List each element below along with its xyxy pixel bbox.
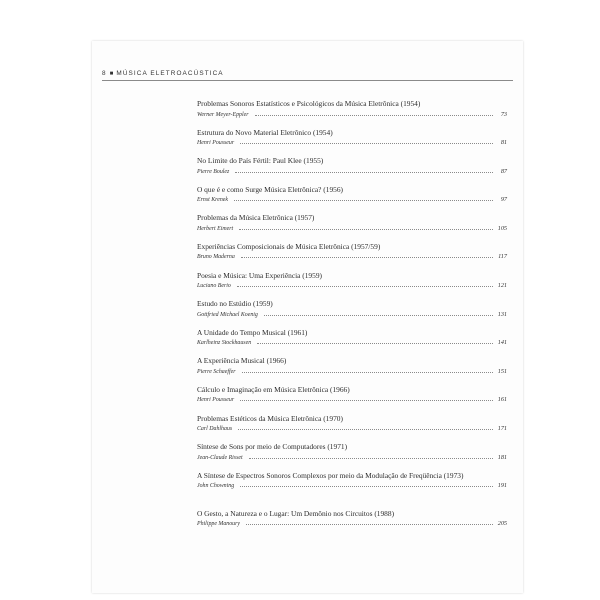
toc-entry-title: Problemas Estéticos da Música Eletrônica (1970) — [197, 413, 343, 423]
toc-entry-title: Estrutura do Novo Material Eletrônico (1954) — [197, 127, 333, 137]
toc-entry-page: 117 — [498, 253, 507, 261]
toc-entry-author: Philippe Manoury — [197, 521, 241, 528]
toc-entry-author: Jean-Claude Risset — [197, 454, 243, 461]
toc-entry-author: Werner Meyer-Eppler — [197, 111, 249, 118]
toc-entry — [197, 385, 507, 414]
toc-entry-title: A Unidade do Tempo Musical (1961) — [197, 327, 308, 337]
dot-leader — [241, 257, 493, 258]
running-head-separator: ■ — [109, 71, 115, 77]
toc-entry-author: Pierre Boulez — [197, 168, 230, 175]
toc-entry-author: Luciano Berio — [197, 283, 231, 290]
toc-entry-title: Poesia e Música: Uma Experiência (1959) — [197, 270, 322, 280]
toc-entry — [197, 271, 507, 300]
dot-leader — [237, 286, 493, 287]
toc-entry-title: O Gesto, a Natureza e o Lugar: Um Demônio nos Circuitos (1988) — [197, 508, 395, 518]
toc-entry — [197, 509, 507, 538]
toc-entry — [197, 242, 507, 271]
dot-leader — [234, 200, 493, 201]
running-head — [102, 70, 224, 77]
toc-entry-author: Henri Pousseur — [197, 397, 235, 404]
toc-entry-page: 73 — [500, 110, 507, 118]
toc-entry — [197, 99, 507, 128]
toc-entry-page: 131 — [497, 310, 507, 318]
toc-entry-title: Síntese de Sons por meio de Computadores (1971) — [197, 442, 348, 452]
dot-leader — [240, 143, 493, 144]
toc-entry-author: John Chowning — [197, 483, 235, 490]
toc-entry-page: 181 — [497, 453, 507, 461]
toc-entry — [197, 128, 507, 157]
toc-entry-author: Gottfried Michael Koenig — [197, 311, 258, 318]
header-rule — [102, 80, 513, 81]
toc-entry — [197, 356, 507, 385]
toc-entry — [197, 213, 507, 242]
toc-entry-page: 151 — [497, 367, 507, 375]
toc-entry-title: Problemas da Música Eletrônica (1957) — [197, 213, 315, 223]
toc-entry — [197, 328, 507, 357]
book-page — [92, 41, 523, 593]
toc-entry-page: 105 — [497, 224, 507, 232]
toc-entry-author: Karlheinz Stockhausen — [197, 340, 252, 347]
dot-leader — [249, 458, 493, 459]
toc-entry — [197, 185, 507, 214]
toc-entry-title: A Experiência Musical (1966) — [197, 356, 287, 366]
toc-entry-author: Carl Dahlhaus — [197, 426, 233, 433]
toc-entry-page: 191 — [497, 482, 507, 490]
toc-entry-title: O que é e como Surge Música Eletrônica? (1956) — [197, 184, 343, 194]
dot-leader — [246, 524, 493, 525]
toc-entry-page: 81 — [500, 139, 507, 147]
toc-entry-title: No Limite do País Fértil: Paul Klee (1955) — [197, 156, 324, 166]
toc-entry-page: 205 — [497, 520, 507, 528]
dot-leader — [235, 172, 493, 173]
toc-entry-page: 141 — [497, 339, 507, 347]
dot-leader — [238, 429, 493, 430]
dot-leader — [257, 343, 493, 344]
toc-entry-title: Experiências Composicionais de Música Eletrônica (1957/59) — [197, 241, 381, 251]
dot-leader — [255, 115, 493, 116]
toc-entry-author: Bruno Maderna — [197, 254, 235, 261]
toc-entry-title: Cálculo e Imaginação em Música Eletrônica (1966) — [197, 384, 350, 394]
dot-leader — [239, 229, 493, 230]
toc-entry-author: Henri Pousseur — [197, 140, 235, 147]
dot-leader — [242, 372, 493, 373]
toc-entry — [197, 442, 507, 471]
toc-entry-page: 87 — [500, 167, 507, 175]
dot-leader — [264, 315, 493, 316]
toc-entry-title: Problemas Sonoros Estatísticos e Psicológicos da Música Eletrônica (1954) — [197, 99, 421, 108]
toc-entry — [197, 156, 507, 185]
toc-entry-page: 121 — [497, 282, 507, 290]
toc-entry-page: 171 — [497, 425, 507, 433]
dot-leader — [240, 486, 493, 487]
toc-entry-title: Estudo no Estúdio (1959) — [197, 299, 273, 309]
table-of-contents — [197, 99, 507, 537]
running-head-page-number: 8 — [102, 70, 107, 77]
toc-entry-author: Herbert Eimert — [197, 225, 234, 232]
toc-entry — [197, 299, 507, 328]
toc-entry-author: Pierre Schaeffer — [197, 368, 236, 375]
dot-leader — [240, 400, 493, 401]
toc-entry — [197, 414, 507, 443]
running-head-title: MÚSICA ELETROACÚSTICA — [116, 70, 224, 77]
toc-entry — [197, 471, 507, 509]
toc-entry-title: A Síntese de Espectros Sonoros Complexos por meio da Modulação de Freqüência (1973) — [197, 470, 464, 480]
toc-entry-author: Ernst Krenek — [197, 197, 229, 204]
toc-entry-page: 161 — [497, 396, 507, 404]
toc-entry-page: 97 — [500, 196, 507, 204]
